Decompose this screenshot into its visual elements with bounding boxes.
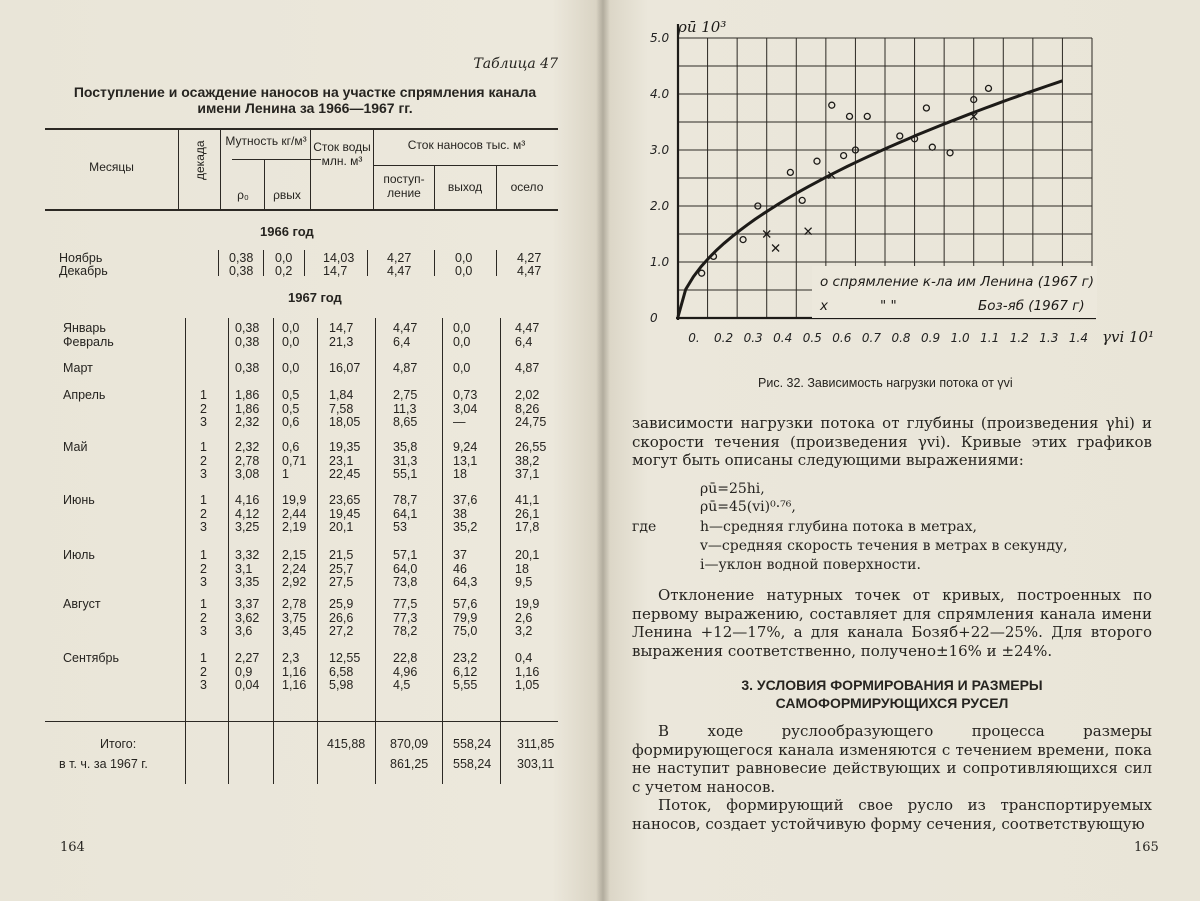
y-tick-label-5: 5.0 — [650, 31, 670, 45]
point-series0-16 — [947, 150, 953, 156]
section-title — [632, 676, 1152, 712]
y1967-row-0-month: Январь — [63, 321, 106, 335]
y1967-row-3-rv: 0,5 0,5 0,6 — [282, 388, 300, 429]
page-number-left: 164 — [60, 840, 85, 855]
y-axis-label: ρū 10³ — [678, 18, 727, 36]
figure-caption: Рис. 32. Зависимость нагрузки потока от γvi — [758, 376, 1013, 390]
x-tick-label-11: 1.2 — [1009, 331, 1029, 345]
y1967-row-1-set: 6,4 — [515, 335, 533, 349]
y1967-row-1-in: 6,4 — [393, 335, 411, 349]
header-inflow: поступ-ление — [383, 172, 425, 200]
table-number: Таблица 47 — [473, 56, 558, 72]
point-series1-1 — [772, 245, 779, 252]
y1966-row-0-set: 4,27 — [517, 251, 542, 265]
y1967-row-6-out: 37 46 64,3 — [453, 548, 478, 589]
y1967-row-0-set: 4,47 — [515, 321, 540, 335]
total-water: 415,88 — [327, 737, 366, 751]
y1967-row-2-set: 4,87 — [515, 361, 540, 375]
y1967-row-5-w: 23,65 19,45 20,1 — [329, 493, 361, 534]
y1967-row-7-set: 19,9 2,6 3,2 — [515, 597, 540, 638]
y1967-row-3-month: Апрель — [63, 388, 106, 402]
y1967-row-2-r0: 0,38 — [235, 361, 260, 375]
x-tick-label-4: 0.5 — [802, 331, 822, 345]
header-outflow: выход — [447, 180, 483, 194]
y1967-row-4-in: 35,8 31,3 55,1 — [393, 440, 418, 481]
y1967-row-2-w: 16,07 — [329, 361, 361, 375]
y1967-row-2-rv: 0,0 — [282, 361, 300, 375]
year-1966-label: 1966 год — [260, 224, 314, 239]
y1966-row-1-r0: 0,38 — [229, 264, 254, 278]
total-1967-label: в т. ч. за 1967 г. — [59, 757, 148, 771]
definition-v: v—средняя скорость течения в метрах в секунду, — [700, 538, 1068, 554]
y1967-row-0-out: 0,0 — [453, 321, 471, 335]
y1966-row-1-out: 0,0 — [455, 264, 473, 278]
y1967-row-0-w: 14,7 — [329, 321, 354, 335]
header-decade: декада — [193, 140, 207, 180]
header-sediment: Сток наносов тыс. м³ — [407, 138, 526, 152]
point-series0-14 — [923, 105, 929, 111]
section-title-line2: САМОФОРМИРУЮЩИХСЯ РУСЕЛ — [775, 695, 1009, 711]
y1967-row-6-set: 20,1 18 9,5 — [515, 548, 540, 589]
paragraph-1: зависимости нагрузки потока от глубины (произведения γhi) и скорости течения (произведения γvi). Кривые этих графиков могут быть описаны следующими выражениями: — [632, 414, 1152, 469]
point-series0-18 — [986, 85, 992, 91]
y1966-row-0-month: Ноябрь — [59, 251, 103, 265]
y-tick-label-3: 3.0 — [650, 143, 670, 157]
y1967-row-8-rv: 2,3 1,16 1,16 — [282, 651, 307, 692]
x-tick-label-5: 0.6 — [832, 331, 852, 345]
y1967-row-4-set: 26,55 38,2 37,1 — [515, 440, 547, 481]
y1967-row-8-in: 22,8 4,96 4,5 — [393, 651, 418, 692]
y1967-row-1-out: 0,0 — [453, 335, 471, 349]
x-tick-label-12: 1.3 — [1039, 331, 1059, 345]
x-tick-label-8: 0.9 — [921, 331, 941, 345]
y1967-row-4-out: 9,24 13,1 18 — [453, 440, 478, 481]
y1967-row-6-rv: 2,15 2,24 2,92 — [282, 548, 307, 589]
y1967-row-6-dec: 1 2 3 — [200, 548, 207, 589]
x-tick-label-9: 1.0 — [950, 331, 970, 345]
y1967-row-8-w: 12,55 6,58 5,98 — [329, 651, 361, 692]
y1967-row-3-w: 1,84 7,58 18,05 — [329, 388, 361, 429]
point-series0-12 — [897, 133, 903, 139]
legend-item-2-name: Боз-яб (1967 г) — [978, 298, 1085, 314]
point-series0-8 — [841, 153, 847, 159]
y1967-row-3-out: 0,73 3,04 — — [453, 388, 478, 429]
x-tick-label-6: 0.7 — [861, 331, 881, 345]
y1967-row-1-month: Февраль — [63, 335, 114, 349]
sediment-table — [45, 128, 558, 784]
y1967-row-4-w: 19,35 23,1 22,45 — [329, 440, 361, 481]
scatter-chart — [630, 18, 1160, 370]
point-series0-7 — [829, 102, 835, 108]
y1967-row-4-dec: 1 2 3 — [200, 440, 207, 481]
y1967-row-2-out: 0,0 — [453, 361, 471, 375]
y1967-row-7-out: 57,6 79,9 75,0 — [453, 597, 478, 638]
y1967-row-7-w: 25,9 26,6 27,2 — [329, 597, 354, 638]
y-tick-label-1: 1.0 — [650, 255, 670, 269]
x-axis-label: γvi 10¹ — [1102, 328, 1155, 346]
y1966-row-0-out: 0,0 — [455, 251, 473, 265]
y1966-row-0-w: 14,03 — [323, 251, 355, 265]
y1967-row-7-rv: 2,78 3,75 3,45 — [282, 597, 307, 638]
header-rho-out: ρвых — [273, 188, 301, 202]
paragraph-3: В ходе руслообразующего процесса размеры формирующегося канала изменяются с течением времени, пока не наступит равновесие действующих и сопротивляющихся сил с учетом наносов. — [632, 722, 1152, 796]
y1966-row-1-in: 4,47 — [387, 264, 412, 278]
point-series0-0 — [699, 270, 705, 276]
total-inflow: 870,09 — [390, 737, 429, 751]
y1967-row-8-month: Сентябрь — [63, 651, 119, 665]
y1967-row-6-month: Июль — [63, 548, 95, 562]
page-number-right: 165 — [1134, 840, 1159, 855]
y1966-row-0-r0: 0,38 — [229, 251, 254, 265]
point-series0-4 — [787, 169, 793, 175]
y1967-row-0-in: 4,47 — [393, 321, 418, 335]
y1967-row-5-r0: 4,16 4,12 3,25 — [235, 493, 260, 534]
y1967-row-7-month: Август — [63, 597, 101, 611]
y1967-row-6-w: 21,5 25,7 27,5 — [329, 548, 354, 589]
where-label: где — [632, 519, 657, 535]
y1967-row-0-r0: 0,38 — [235, 321, 260, 335]
point-series0-15 — [929, 144, 935, 150]
total-outflow: 558,24 — [453, 737, 492, 751]
definition-i: i—уклон водной поверхности. — [700, 557, 921, 573]
y1966-row-0-rv: 0,0 — [275, 251, 293, 265]
definition-h: h—средняя глубина потока в метрах, — [700, 519, 977, 535]
y1967-row-1-rv: 0,0 — [282, 335, 300, 349]
y1967-row-6-r0: 3,32 3,1 3,35 — [235, 548, 260, 589]
y1967-row-8-r0: 2,27 0,9 0,04 — [235, 651, 260, 692]
total-settled-1967: 303,11 — [517, 757, 555, 771]
y1967-row-7-dec: 1 2 3 — [200, 597, 207, 638]
year-1967-label: 1967 год — [288, 290, 342, 305]
y1967-row-4-r0: 2,32 2,78 3,08 — [235, 440, 260, 481]
total-settled: 311,85 — [517, 737, 555, 751]
y1966-row-1-set: 4,47 — [517, 264, 542, 278]
total-label: Итого: — [100, 737, 137, 751]
x-tick-label-1: 0.2 — [714, 331, 734, 345]
point-series0-9 — [847, 113, 853, 119]
y1967-row-0-rv: 0,0 — [282, 321, 300, 335]
legend-item-1: о спрямление к-ла им Ленина (1967 г) — [820, 274, 1094, 290]
x-tick-label-3: 0.4 — [773, 331, 793, 345]
y1967-row-7-r0: 3,37 3,62 3,6 — [235, 597, 260, 638]
y1967-row-5-set: 41,1 26,1 17,8 — [515, 493, 540, 534]
section-title-line1: 3. УСЛОВИЯ ФОРМИРОВАНИЯ И РАЗМЕРЫ — [741, 677, 1043, 693]
y1967-row-8-dec: 1 2 3 — [200, 651, 207, 692]
y1967-row-4-month: Май — [63, 440, 88, 454]
x-tick-label-10: 1.1 — [980, 331, 1000, 345]
y1967-row-7-in: 77,5 77,3 78,2 — [393, 597, 418, 638]
legend-item-2-marker: x — [820, 298, 828, 314]
y1967-row-5-in: 78,7 64,1 53 — [393, 493, 418, 534]
y1966-row-1-month: Декабрь — [59, 264, 108, 278]
formula-1: ρū=25hi, — [700, 481, 765, 497]
y1967-row-3-dec: 1 2 3 — [200, 388, 207, 429]
header-settled: осело — [510, 180, 544, 194]
table-title: Поступление и осаждение наносов на участке спрямления канала имени Ленина за 1966—1967 гг. — [73, 84, 537, 116]
header-rho0: ρ₀ — [237, 188, 249, 202]
paragraph-2: Отклонение натурных точек от кривых, построенных по первому выражению, составляет для спрямления канала имени Ленина +12—17%, а для канала Бозяб+22—25%. Для второго выражения соответственно, получено±16% и ±24%. — [632, 586, 1152, 660]
y-tick-label-0: 0 — [650, 311, 658, 325]
y1967-row-2-month: Март — [63, 361, 93, 375]
y1966-row-0-in: 4,27 — [387, 251, 412, 265]
x-tick-label-7: 0.8 — [891, 331, 911, 345]
y1967-row-5-rv: 19,9 2,44 2,19 — [282, 493, 307, 534]
point-series0-11 — [864, 113, 870, 119]
header-turbidity: Мутность кг/м³ — [225, 134, 307, 148]
y1967-row-8-out: 23,2 6,12 5,55 — [453, 651, 478, 692]
y1967-row-1-r0: 0,38 — [235, 335, 260, 349]
paragraph-4: Поток, формирующий свое русло из транспортируемых наносов, создает устойчивую форму сечения, соответствующую — [632, 796, 1152, 833]
point-series0-6 — [814, 158, 820, 164]
y1967-row-6-in: 57,1 64,0 73,8 — [393, 548, 418, 589]
x-tick-label-13: 1.4 — [1068, 331, 1088, 345]
x-tick-label-0: 0. — [688, 331, 700, 345]
formula-2: ρū=45(vi)⁰·⁷⁶, — [700, 499, 796, 515]
y1967-row-5-out: 37,6 38 35,2 — [453, 493, 478, 534]
y-tick-label-4: 4.0 — [650, 87, 670, 101]
y1967-row-3-in: 2,75 11,3 8,65 — [393, 388, 418, 429]
y1967-row-4-rv: 0,6 0,71 1 — [282, 440, 307, 481]
y1967-row-2-in: 4,87 — [393, 361, 418, 375]
point-series0-2 — [740, 237, 746, 243]
legend-item-2-quotes: " " — [880, 298, 897, 314]
point-series0-5 — [799, 197, 805, 203]
header-months: Месяцы — [89, 160, 134, 174]
y1967-row-5-month: Июнь — [63, 493, 95, 507]
total-outflow-1967: 558,24 — [453, 757, 492, 771]
y1967-row-1-w: 21,3 — [329, 335, 354, 349]
y1967-row-5-dec: 1 2 3 — [200, 493, 207, 534]
header-water: Сток воды млн. м³ — [313, 140, 371, 168]
y1966-row-1-rv: 0,2 — [275, 264, 293, 278]
y1966-row-1-w: 14,7 — [323, 264, 348, 278]
x-tick-label-2: 0.3 — [743, 331, 763, 345]
y-tick-label-2: 2.0 — [650, 199, 670, 213]
y1967-row-8-set: 0,4 1,16 1,05 — [515, 651, 540, 692]
total-inflow-1967: 861,25 — [390, 757, 429, 771]
right-page — [610, 0, 1200, 901]
y1967-row-3-set: 2,02 8,26 24,75 — [515, 388, 547, 429]
y1967-row-3-r0: 1,86 1,86 2,32 — [235, 388, 260, 429]
